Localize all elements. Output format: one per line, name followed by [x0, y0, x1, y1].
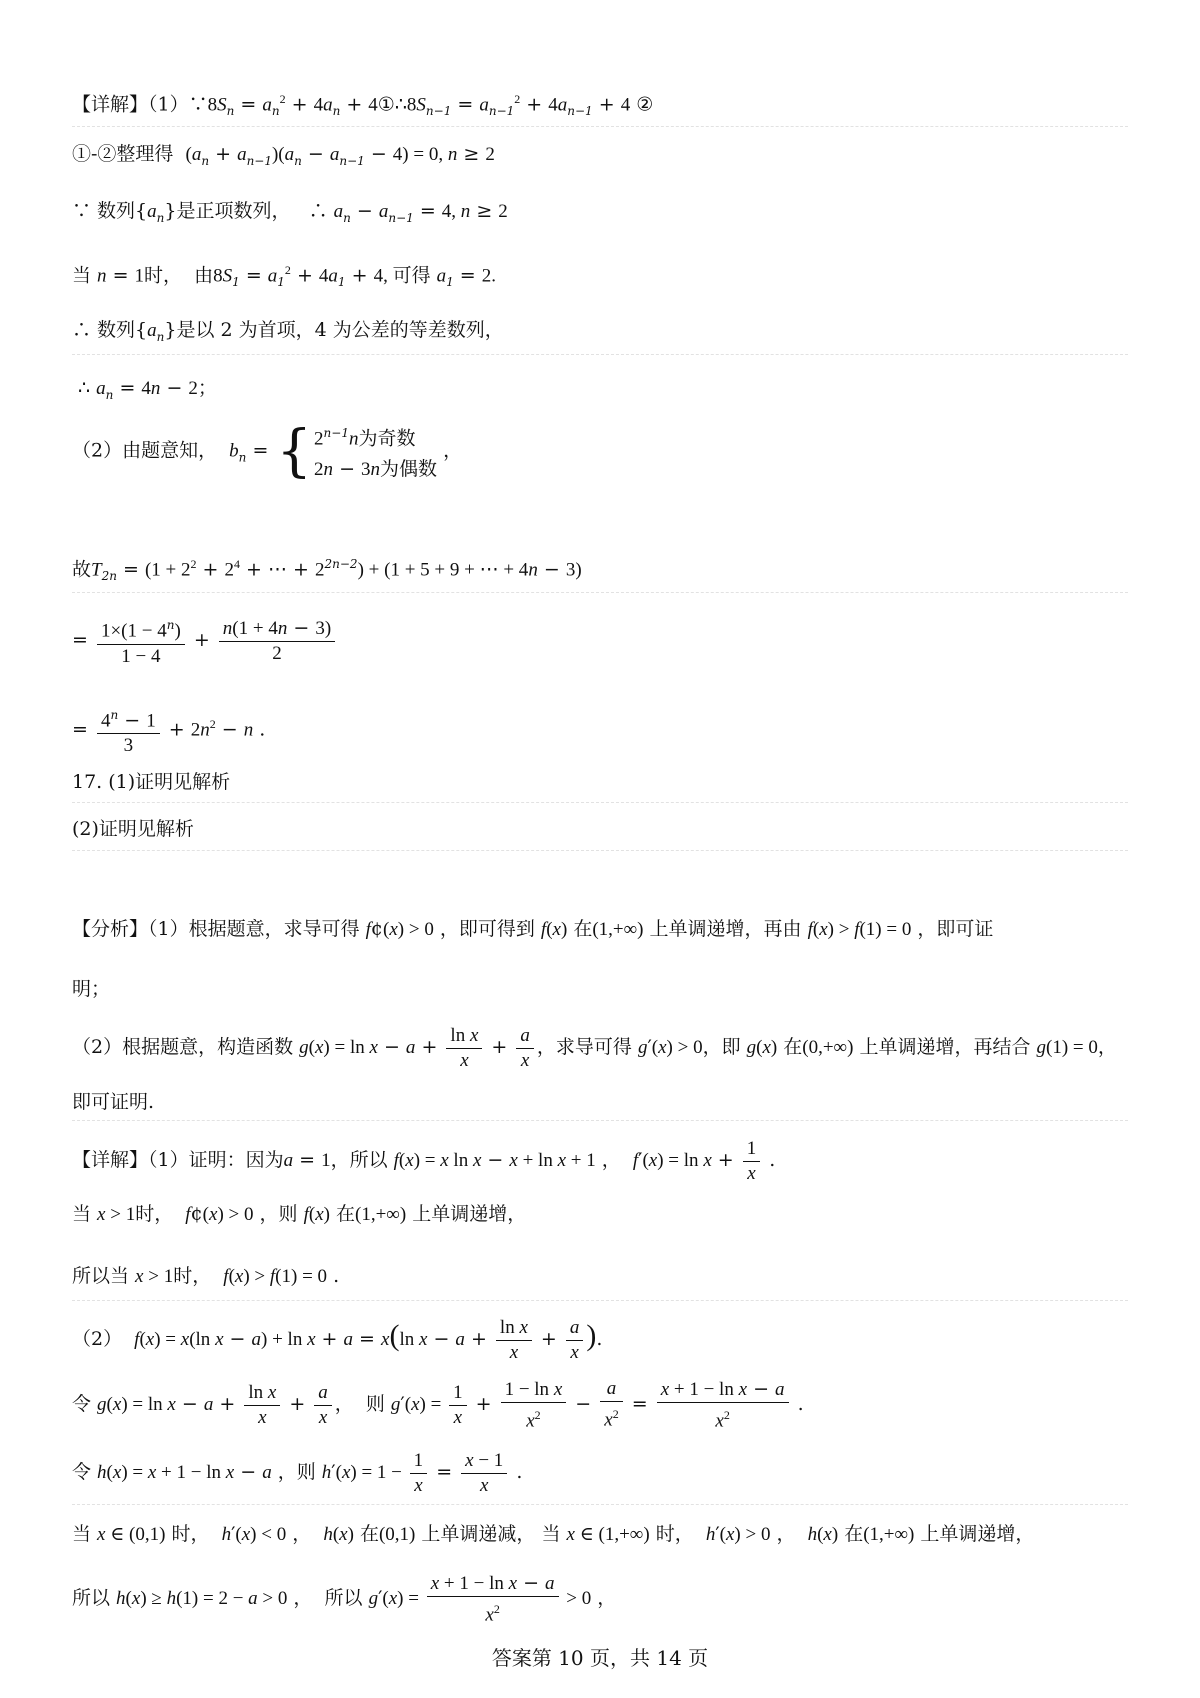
- text-line: = $\frac{1\times(1 - 4^n)}{1 - 4}$ + $\frac{n(1 + 4n - 3)}{2}$: [72, 608, 1140, 672]
- text-line: 明；: [72, 978, 111, 1000]
- text-line: ∴ $a_n = 4n - 2$；: [72, 377, 217, 402]
- dashed-divider: [72, 1300, 1128, 1301]
- text-line: 当 n = 1时， 由$8S_1 = a_1^2 + 4a_1 + 4$, 可得 $a_1 = 2$.: [72, 263, 496, 290]
- dashed-divider: [72, 126, 1128, 127]
- text-line: 【详解】$(1)\because 8S_n = a_n^2 + 4a_n$ + $4①\therefore 8S_{n-1} = a_{n-1}^2 + 4a_{n-1} + 4$ ②: [72, 92, 654, 119]
- dashed-divider: [72, 1120, 1128, 1121]
- dashed-divider: [72, 1504, 1128, 1505]
- dashed-divider: [72, 592, 1128, 593]
- text-line: ∴ 数列$\{a_n\}$是以 2 为首项，4 为公差的等差数列，: [72, 319, 504, 344]
- text-line: 所以当 x > 1时， f(x) > f(1) = 0 .: [72, 1265, 340, 1287]
- text-line: 令 g(x) = ln x − a + $\frac{\text{ln x}}{x}$ + $\frac{a}{x}$ ， 则 g′(x) = $\frac{1}{x}$ + $\frac{\text{1 − ln x}}{x^2}$ − $\frac{a}{x^2}$ = $\frac{\text{x + 1 − ln x − a}}{x^2}$ .: [72, 1377, 804, 1432]
- page-footer: 答案第 10 页，共 14 页: [491, 1646, 709, 1670]
- text-line: 所以 h(x) ≥ h(1) = 2 − a > 0 ， 所以 g′(x) = $\frac{\text{x + 1 − ln x − a}}{x^2}$ > 0 ，: [72, 1571, 617, 1626]
- text-line: （2）由题意知， $b_n$ = { $2^{n-1}n$为奇数 2n − 3n为偶数 ，: [72, 418, 463, 484]
- text-line: 【分析】（1）根据题意，求导可得 f¢(x) > 0 ，即可得到 f(x) 在(1,+∞) 上单调递增，再由 f(x) > f(1) = 0 ，即可证: [72, 918, 994, 940]
- dashed-divider: [72, 802, 1128, 803]
- text-line: （2）根据题意，构造函数 g(x) = ln x − a + $\frac{\text{ln x}}{x}$ + $\frac{a}{x}$ ，求导可得 g′(x) > 0，即 g(x) 在(0,+∞) 上单调递增，再结合 g(1) = 0，: [72, 1024, 1117, 1071]
- text-line: 17. (1)证明见解析: [72, 771, 231, 793]
- text-line: 当 x ∈ (0,1) 时， h′(x) < 0 ， h(x) 在(0,1) 上单调递减， 当 x ∈ (1,+∞) 时， h′(x) > 0 ， h(x) 在(1,+∞) 上单调递增，: [72, 1523, 1035, 1545]
- text-line: ①-②整理得 $(a_n + a_{n-1})(a_n - a_{n-1} - 4) = 0$, n ≥ 2: [72, 143, 495, 168]
- text-line: (2)证明见解析: [72, 818, 194, 840]
- text-line: （2） f(x) = x(ln x − a) + ln x + a = x(ln x − a + $\frac{\text{ln x}}{x}$ + $\frac{a}{x}$ ).: [72, 1316, 603, 1363]
- text-line: = $\frac{4^n - 1}{3}$ + $2n^2 - n$ .: [72, 692, 1140, 762]
- text-line: 即可证明.: [72, 1091, 155, 1113]
- text-line: 故$T_{2n} = (1 + 2^2 + 2^4$ + ⋯ + $2^{2n-2}) + (1 + 5 + 9$ + ⋯ + 4n − 3): [72, 557, 582, 584]
- dashed-divider: [72, 850, 1128, 851]
- text-line: 当 x > 1时， f¢(x) > 0 ，则 f(x) 在(1,+∞) 上单调递增，: [72, 1203, 527, 1225]
- text-line: 令 h(x) = x + 1 − ln x − a ，则 h′(x) = 1 − $\frac{1}{x}$ = $\frac{x - 1}{x}$ .: [72, 1449, 523, 1496]
- text-line: ∵ 数列$\{a_n\}$是正项数列， ∴ $a_n - a_{n-1} = 4$, n ≥ 2: [72, 200, 508, 225]
- text-line: 【详解】（1）证明：因为a = 1，所以 f(x) = x ln x − x + ln x + 1 ， f′(x) = ln x + $\frac{1}{x}$ .: [72, 1137, 776, 1184]
- dashed-divider: [72, 354, 1128, 355]
